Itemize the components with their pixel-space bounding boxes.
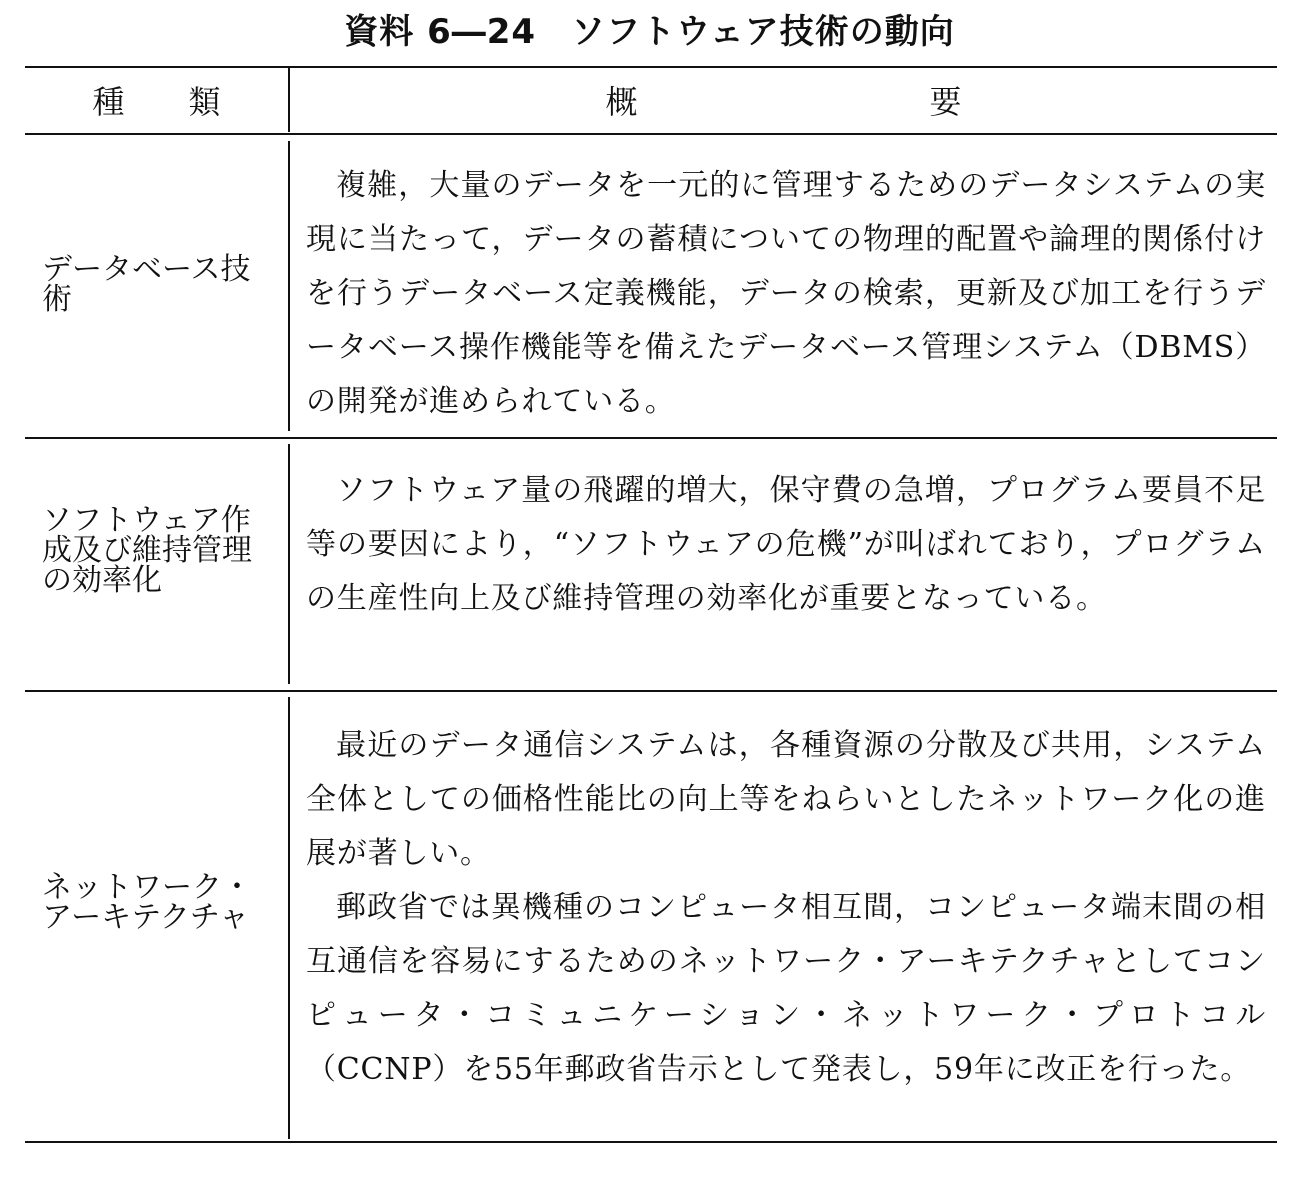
- row-3-kind: ネットワーク・ アーキテクチャ: [42, 870, 252, 935]
- column-divider-row-2: [288, 444, 290, 684]
- row-divider-1: [25, 437, 1277, 439]
- row-divider-2: [25, 690, 1277, 692]
- row-3-paragraph-1: 最近のデータ通信システムは，各種資源の分散及び共用，システム全体としての価格性能比の向上等をねらいとしたネットワーク化の進展が著しい。: [306, 728, 1266, 871]
- row-1-kind: データベース技 術: [42, 252, 251, 317]
- column-divider-row-1: [288, 141, 290, 431]
- row-2-paragraph-1: ソフトウェア量の飛躍的増大，保守費の急増，プログラム要員不足等の要因により，“ソフトウェアの危機”が叫ばれており，プログラムの生産性向上及び維持管理の効率化が重要となっている。: [306, 473, 1266, 616]
- row-3-paragraph-2: 郵政省では異機種のコンピュータ相互間，コンピュータ端末間の相互通信を容易にするためのネットワーク・アーキテクチャとしてコンピュータ・コミュニケーション・ネットワーク・プロトコル（CCNP）を55年郵政省告示として発表し，59年に改正を行った。: [306, 890, 1266, 1087]
- row-3-summary: [306, 719, 1266, 1097]
- header-kind-char-1: 種: [92, 83, 125, 121]
- header-summary-char-1: 概: [605, 83, 638, 121]
- row-2-kind: ソフトウェア作 成及び維持管理 の効率化: [42, 503, 252, 598]
- row-1-summary: [306, 159, 1266, 429]
- row-2-summary: [306, 464, 1266, 626]
- header-kind-char-2: 類: [188, 83, 221, 121]
- header-summary-char-2: 要: [929, 83, 962, 121]
- header-kind: [25, 66, 288, 134]
- column-divider-row-3: [288, 697, 290, 1139]
- document-title: 資料 6―24 ソフトウェア技術の動向: [344, 12, 955, 52]
- row-1-paragraph-1: 複雑，大量のデータを一元的に管理するためのデータシステムの実現に当たって，データの蓄積についての物理的配置や論理的関係付けを行うデータベース定義機能，データの検索，更新及び加工を行うデータベース操作機能等を備えたデータベース管理システム（DBMS）の開発が進められている。: [306, 168, 1266, 419]
- table-bottom-rule: [25, 1141, 1277, 1143]
- header-summary: [290, 66, 1277, 134]
